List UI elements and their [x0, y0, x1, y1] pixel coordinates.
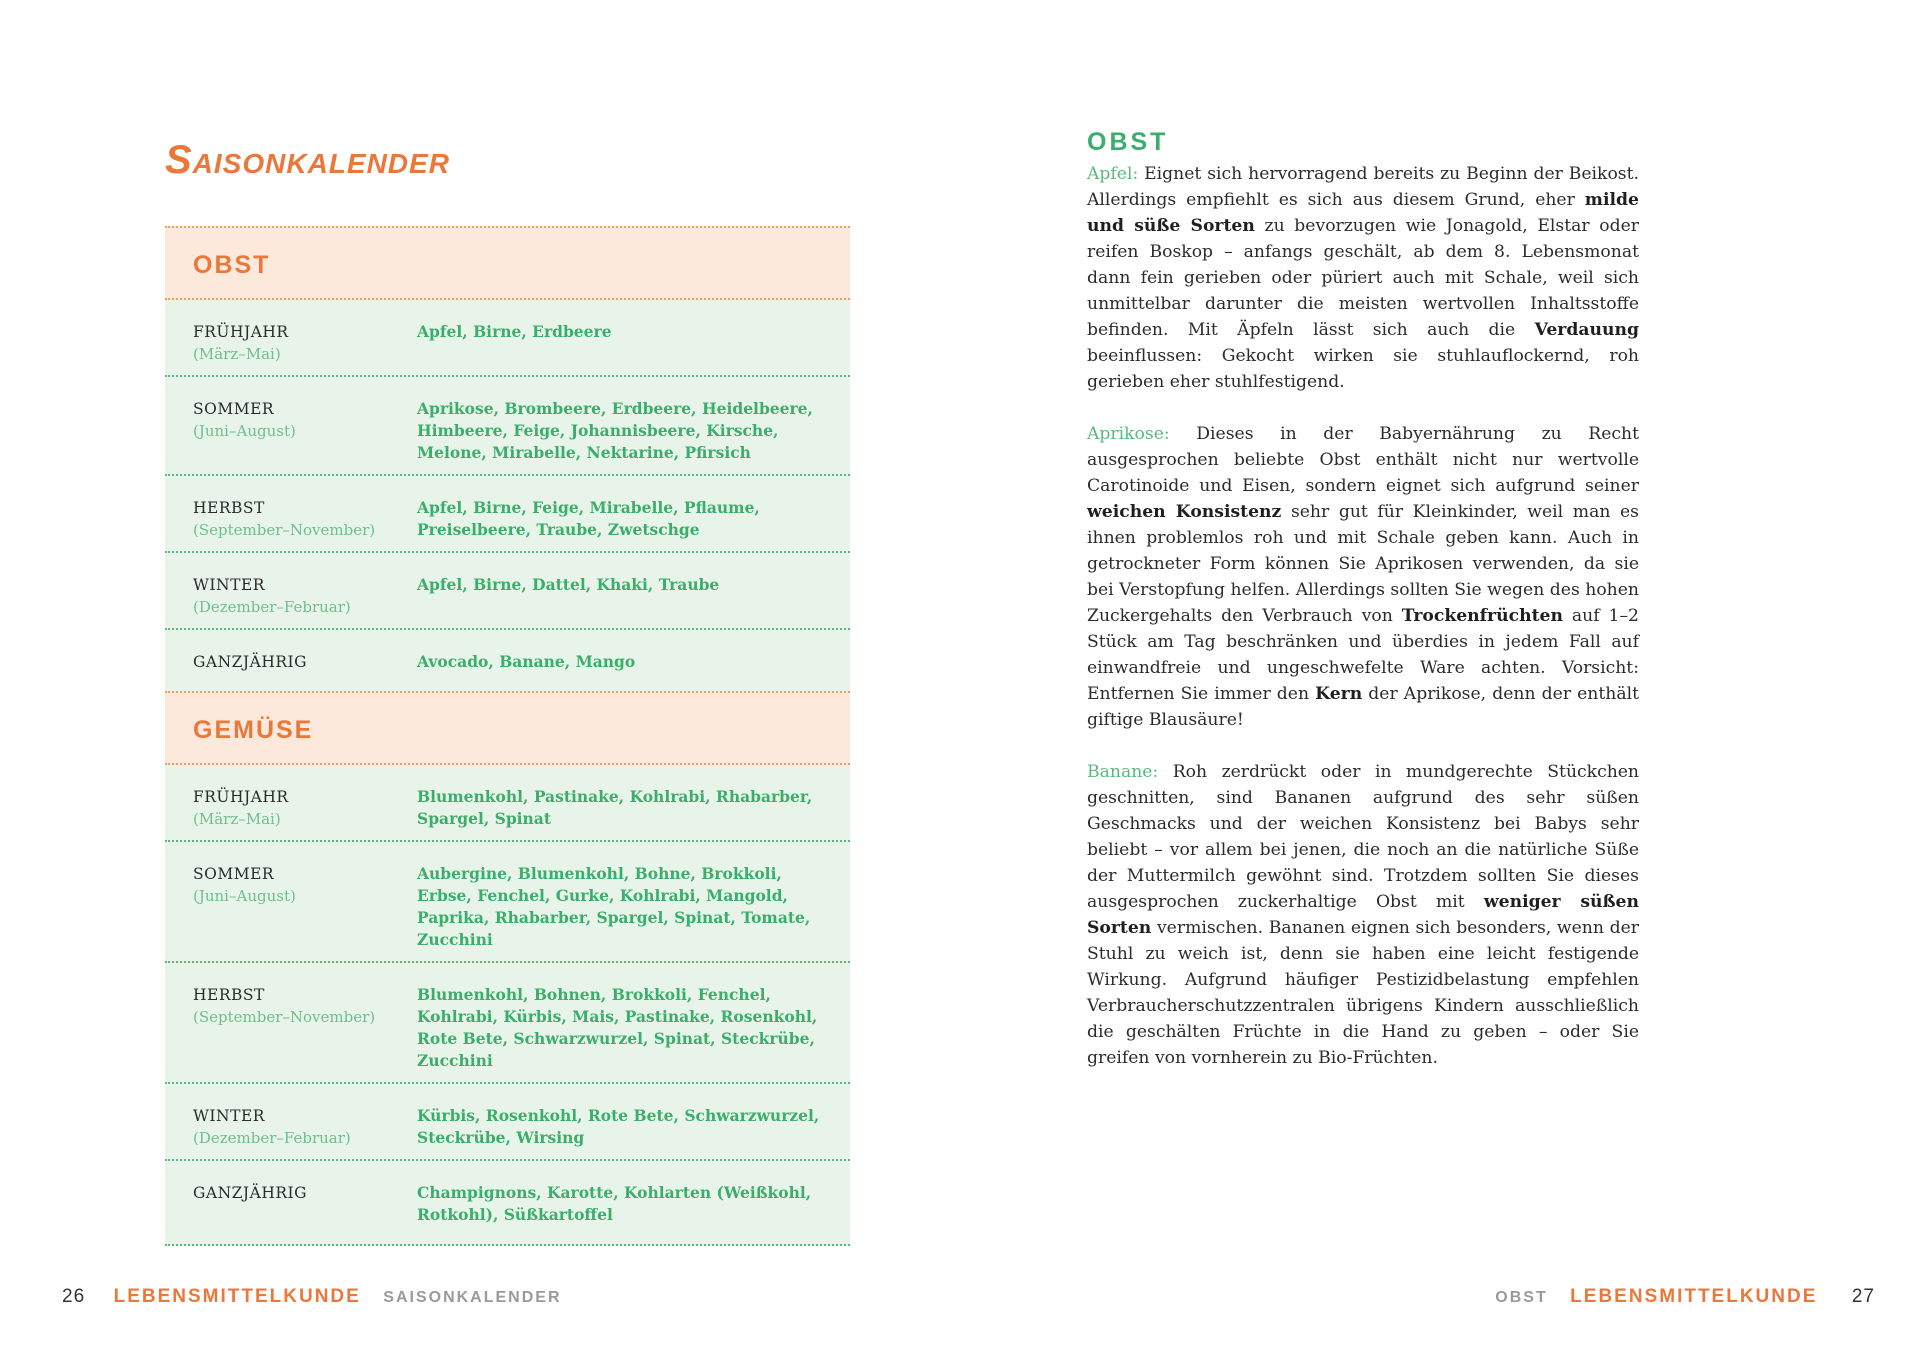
- footer-subsection: SAISONKALENDER: [383, 1289, 562, 1306]
- right-page-content: [1087, 128, 1639, 1097]
- section-heading-label: OBST: [193, 251, 271, 279]
- season-name: GANZJÄHRIG: [193, 653, 308, 671]
- section-heading-label: GEMÜSE: [193, 716, 314, 744]
- season-items: Aprikose, Brombeere, Erdbeere, Heidelbeere, Himbeere, Feige, Johannisbeere, Kirsche, Melone, Mirabelle, Nektarine, Pfirsich: [417, 399, 813, 462]
- season-items: Apfel, Birne, Feige, Mirabelle, Pflaume, Preiselbeere, Traube, Zwetschge: [417, 498, 760, 539]
- footer-subsection: OBST: [1495, 1289, 1548, 1306]
- left-footer: [62, 1286, 562, 1308]
- entry-text: der Aprikose, denn der enthält giftige Blausäure!: [1087, 684, 1639, 730]
- season-range: (Dezember–Februar): [193, 1129, 351, 1147]
- right-footer: [1495, 1286, 1875, 1308]
- table-row: [165, 476, 850, 553]
- entry-text: Eignet sich hervorragend bereits zu Beginn der Beikost. Allerdings empfiehlt es sich aus diesem Grund, eher: [1087, 164, 1639, 210]
- entry-bold: milde und süße Sorten: [1087, 190, 1639, 236]
- entry-lead: Banane:: [1087, 762, 1159, 782]
- season-name: GANZJÄHRIG: [193, 1184, 308, 1202]
- season-items: Apfel, Birne, Erdbeere: [417, 322, 612, 341]
- season-items: Avocado, Banane, Mango: [417, 652, 636, 671]
- entry-bold: weichen Konsistenz: [1087, 502, 1282, 522]
- section-title: OBST: [1087, 128, 1169, 156]
- entry-text: Dieses in der Babyernährung zu Recht ausgesprochen beliebte Obst enthält nicht nur wertvolle Carotinoide und Eisen, sondern eignet sich aufgrund seiner: [1087, 424, 1639, 496]
- entry-text: auf 1–2 Stück am Tag beschränken und überdies in jedem Fall auf einwandfreie und ungeschwefelte Ware achten. Vorsicht: Entfernen Sie immer den: [1087, 606, 1639, 704]
- entry-aprikose: [1087, 421, 1639, 733]
- season-items: Aubergine, Blumenkohl, Bohne, Brokkoli, Erbse, Fenchel, Gurke, Kohlrabi, Mangold, Paprika, Rhabarber, Spargel, Spinat, Tomate, Zucchini: [417, 864, 811, 949]
- season-range: (Dezember–Februar): [193, 598, 351, 616]
- entry-banane: [1087, 759, 1639, 1071]
- season-items: Kürbis, Rosenkohl, Rote Bete, Schwarzwurzel, Steckrübe, Wirsing: [417, 1106, 820, 1147]
- season-range: (März–Mai): [193, 810, 281, 828]
- table-row: [165, 963, 850, 1084]
- entry-apfel: [1087, 161, 1639, 395]
- entry-text: Roh zerdrückt oder in mundgerechte Stückchen geschnitten, sind Bananen aufgrund des sehr süßen Geschmacks und der weichen Konsistenz bei Babys sehr beliebt – vor allem bei jenen, die noch an die natürliche Süße der Muttermilch gewöhnt sind. Trotzdem sollten Sie dieses ausgesprochen zuckerhaltige Obst mit: [1087, 762, 1639, 912]
- season-calendar: [165, 226, 850, 1246]
- entry-text: zu bevorzugen wie Jonagold, Elstar oder reifen Boskop – anfangs geschält, ab dem 8. Lebensmonat dann fein gerieben oder püriert auch mit Schale, weil sich unmittelbar darunter die meisten wertvollen Inhaltsstoffe befinden. Mit Äpfeln lässt sich auch die: [1087, 216, 1639, 340]
- footer-section: LEBENSMITTELKUNDE: [113, 1286, 361, 1307]
- entry-text: sehr gut für Kleinkinder, weil man es ihnen problemlos roh und mit Schale geben kann. Auch in getrockneter Form können Sie Aprikosen verwenden, da sie bei Verstopfung helfen. Allerdings sollten Sie wegen des hohen Zuckergehalts den Verbrauch von: [1087, 502, 1640, 626]
- season-name: SOMMER: [193, 865, 275, 883]
- section-heading-gemuese: [165, 691, 850, 765]
- table-row: [165, 1161, 850, 1246]
- table-row: [165, 842, 850, 963]
- season-name: FRÜHJAHR: [193, 323, 289, 341]
- season-items: Blumenkohl, Bohnen, Brokkoli, Fenchel, Kohlrabi, Kürbis, Mais, Pastinake, Rosenkohl, Rote Bete, Schwarzwurzel, Spinat, Steckrübe, Zucchini: [417, 985, 818, 1070]
- season-items: Apfel, Birne, Dattel, Khaki, Traube: [417, 575, 720, 594]
- season-range: (September–November): [193, 1008, 376, 1026]
- season-name: HERBST: [193, 986, 265, 1004]
- page-number: 26: [62, 1286, 86, 1307]
- section-heading-obst: [165, 226, 850, 300]
- season-range: (Juni–August): [193, 422, 296, 440]
- table-row: [165, 553, 850, 630]
- table-row: [165, 377, 850, 476]
- entry-text: vermischen. Bananen eignen sich besonders, wenn der Stuhl zu weich ist, denn sie haben eine leicht festigende Wirkung. Aufgrund häufiger Pestizidbelastung empfehlen Verbraucherschutzzentralen übrigens Kindern ausschließlich die geschälten Früchte in die Hand zu geben – oder Sie greifen von vornherein zu Bio-Früchten.: [1087, 918, 1639, 1068]
- entry-bold: weniger süßen Sorten: [1087, 892, 1639, 938]
- season-name: FRÜHJAHR: [193, 788, 289, 806]
- entry-bold: Kern: [1315, 684, 1363, 704]
- season-range: (März–Mai): [193, 345, 281, 363]
- entry-lead: Apfel:: [1087, 164, 1139, 184]
- table-row: [165, 1084, 850, 1161]
- season-name: WINTER: [193, 576, 265, 594]
- season-name: HERBST: [193, 499, 265, 517]
- footer-section: LEBENSMITTELKUNDE: [1570, 1286, 1818, 1307]
- table-row: [165, 765, 850, 842]
- entry-lead: Aprikose:: [1087, 424, 1170, 444]
- season-range: (Juni–August): [193, 887, 296, 905]
- table-row: [165, 630, 850, 691]
- season-items: Blumenkohl, Pastinake, Kohlrabi, Rhabarber, Spargel, Spinat: [417, 787, 813, 828]
- season-name: WINTER: [193, 1107, 265, 1125]
- page-number: 27: [1851, 1286, 1875, 1307]
- entry-bold: Verdauung: [1534, 320, 1639, 340]
- entry-bold: Trockenfrüchten: [1401, 606, 1563, 626]
- entry-text: beeinflussen: Gekocht wirken sie stuhlauflockernd, roh gerieben eher stuhlfestigend.: [1087, 346, 1639, 392]
- table-row: [165, 300, 850, 377]
- season-range: (September–November): [193, 521, 376, 539]
- season-name: SOMMER: [193, 400, 275, 418]
- season-items: Champignons, Karotte, Kohlarten (Weißkohl, Rotkohl), Süßkartoffel: [417, 1183, 812, 1224]
- page-title: Saisonkalender: [165, 138, 450, 182]
